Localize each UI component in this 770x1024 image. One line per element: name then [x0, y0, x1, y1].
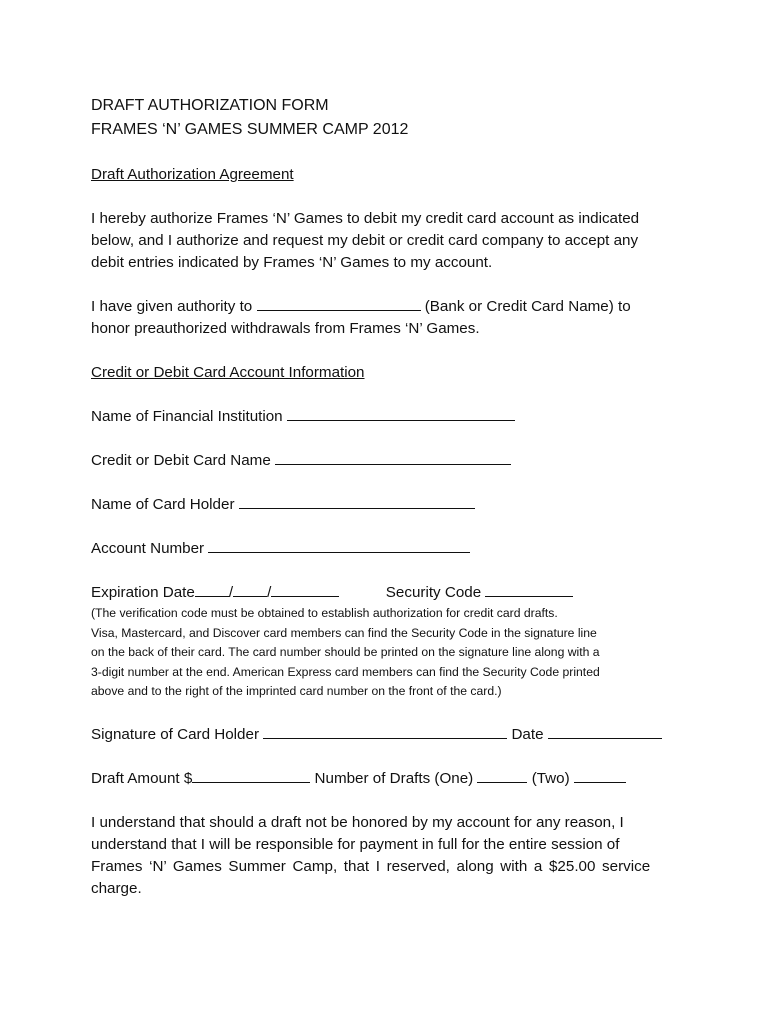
card-name-row: [91, 450, 691, 472]
drafts-one-field[interactable]: [477, 768, 527, 783]
card-holder-label: Name of Card Holder: [91, 496, 235, 513]
expiration-day-field[interactable]: [233, 582, 267, 597]
authority-line2: honor preauthorized withdrawals from Frames ‘N’ Games.: [91, 320, 480, 337]
closing-line4: charge.: [91, 879, 142, 897]
date-field[interactable]: [548, 724, 662, 739]
agreement-paragraph-line3: debit entries indicated by Frames ‘N’ Games to my account.: [91, 254, 493, 271]
authority-line: [91, 296, 691, 318]
security-note: [91, 604, 691, 702]
bank-name-field[interactable]: [257, 296, 421, 311]
drafts-two-label: (Two): [531, 769, 570, 787]
signature-field[interactable]: [263, 724, 507, 739]
account-number-label: Account Number: [91, 540, 205, 557]
security-code-label: Security Code: [385, 584, 482, 601]
card-holder-field[interactable]: [239, 494, 475, 509]
expiration-month-field[interactable]: [195, 582, 229, 597]
draft-amount-field[interactable]: [192, 768, 310, 783]
signature-label: Signature of Card Holder: [91, 725, 259, 743]
security-note-line5: above and to the right of the imprinted card number on the front of the card.): [91, 684, 502, 698]
security-note-line2: Visa, Mastercard, and Discover card members can find the Security Code in the signature line: [91, 625, 597, 640]
security-note-line1: (The verification code must be obtained to establish authorization for credit card drafts.: [91, 606, 558, 620]
closing-line3: Frames ‘N’ Games Summer Camp, that I reserved, along with a $25.00 service: [91, 857, 651, 875]
drafts-two-field[interactable]: [574, 768, 626, 783]
expiration-label: Expiration Date: [91, 584, 195, 601]
institution-label: Name of Financial Institution: [91, 408, 283, 425]
card-name-field[interactable]: [275, 450, 511, 465]
signature-row: [91, 724, 691, 746]
closing-paragraph: [91, 812, 691, 900]
authority-suffix: (Bank or Credit Card Name) to: [424, 298, 631, 315]
account-number-field[interactable]: [208, 538, 470, 553]
account-info-heading: Credit or Debit Card Account Information: [91, 364, 365, 381]
agreement-paragraph-line2: below, and I authorize and request my debit or credit card company to accept any: [91, 232, 639, 249]
card-name-label: Credit or Debit Card Name: [91, 452, 271, 469]
institution-field[interactable]: [287, 406, 515, 421]
draft-amount-label: Draft Amount $: [91, 769, 193, 787]
institution-row: [91, 406, 691, 428]
expiration-row: Expiration Date / / Security Code: [91, 582, 691, 604]
account-number-row: [91, 538, 691, 560]
draft-amount-row: [91, 768, 691, 790]
agreement-paragraph-line1: I hereby authorize Frames ‘N’ Games to debit my credit card account as indicated: [91, 210, 640, 227]
card-holder-row: [91, 494, 691, 516]
date-label: Date: [511, 725, 544, 743]
form-title-line1: DRAFT AUTHORIZATION FORM: [91, 97, 329, 114]
expiration-year-field[interactable]: [271, 582, 339, 597]
security-code-field[interactable]: [485, 582, 573, 597]
number-of-drafts-label: Number of Drafts (One): [314, 769, 474, 787]
agreement-heading: Draft Authorization Agreement: [91, 166, 294, 183]
security-note-line4: 3-digit number at the end. American Express card members can find the Security Code printed: [91, 664, 600, 679]
closing-line1: I understand that should a draft not be honored by my account for any reason, I: [91, 813, 624, 831]
form-title-line2: FRAMES ‘N’ GAMES SUMMER CAMP 2012: [91, 121, 409, 138]
security-note-line3: on the back of their card. The card number should be printed on the signature line along with a: [91, 645, 600, 659]
closing-line2: understand that I will be responsible for payment in full for the entire session of: [91, 835, 620, 853]
authority-prefix: I have given authority to: [91, 298, 253, 315]
form-page: [91, 94, 691, 900]
